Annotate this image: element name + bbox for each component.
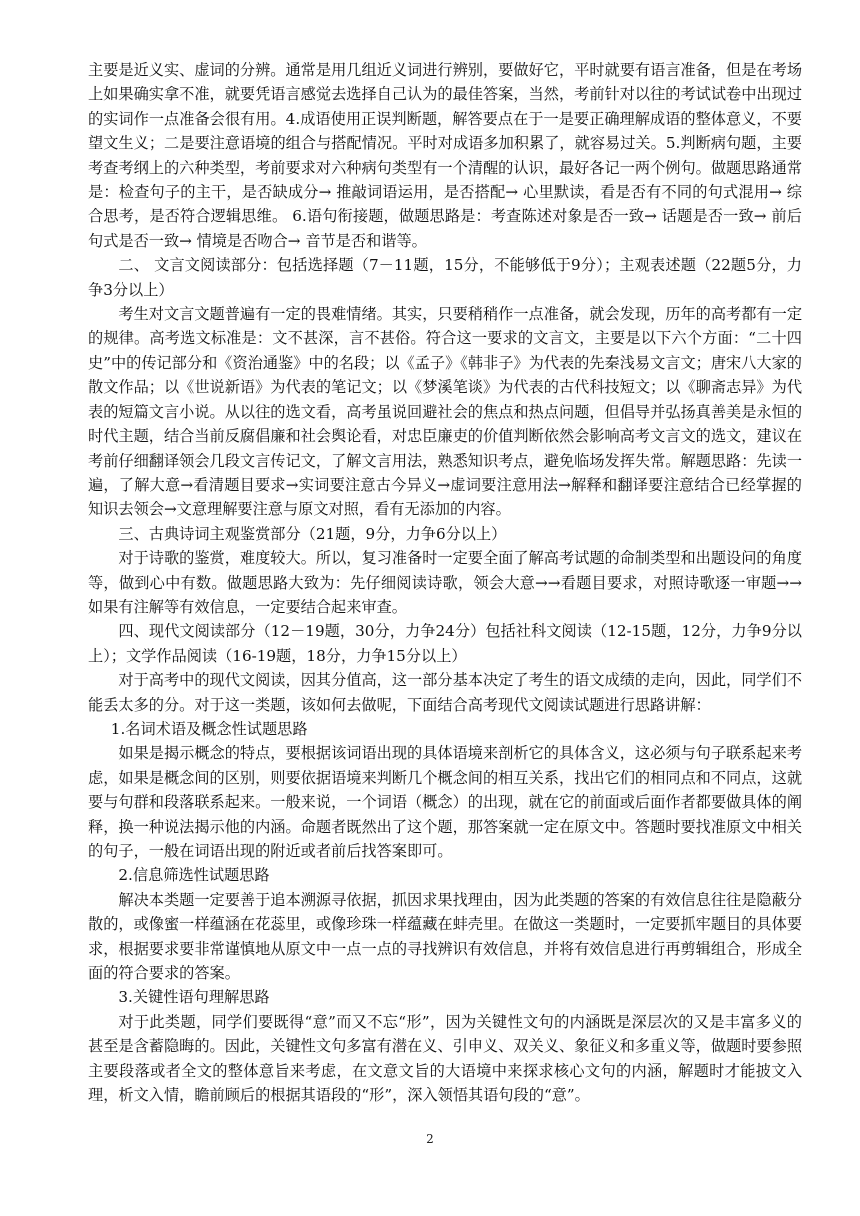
paragraph-key-sentences: 对于此类题，同学们要既得“意”而又不忘“形”，因为关键性文句的内涵既是深层次的又是丰富多义的甚至是含蓄隐晦的。因此，关键性文句多富有潜在义、引申义、双关义、象征义和多重义等，做题时要参照主要段落或者全文的整体意旨来考虑，在文意文旨的大语境中来探求核心文句的内涵，解题时才能披文入理，析文入情，瞻前顾后的根据其语段的“形”，深入领悟其语句段的“意”。	[88, 1012, 802, 1105]
section-heading-modern-reading: 四、现代文阅读部分（12－19题，30分，力争24分）包括社科文阅读（12-15题，12分，力争9分以上）；文学作品阅读（16-19题，18分，力争15分以上）	[88, 622, 802, 665]
paragraph-poetry: 对于诗歌的鉴赏，难度较大。所以，复习准备时一定要全面了解高考试题的命制类型和出题设问的角度等，做到心中有数。做题思路大致为：先仔细阅读诗歌，领会大意→→看题目要求，对照诗歌逐一审题→→如果有注解等有效信息，一定要结合起来审查。	[88, 549, 802, 616]
paragraph-classical-chinese: 考生对文言文题普遍有一定的畏难情绪。其实，只要稍稍作一点准备，就会发现，历年的高考都有一定的规律。高考选文标准是：文不甚深，言不甚俗。符合这一要求的文言文，主要是以下六个方面：“二十四史”中的传记部分和《资治通鉴》中的名段；以《孟子》《韩非子》为代表的先秦浅易文言文；唐宋八大家的散文作品；以《世说新语》为代表的笔记文；以《梦溪笔谈》为代表的古代科技短文；以《聊斋志异》为代表的短篇文言小说。从以往的选文看，高考虽说回避社会的焦点和热点问题，但倡导并弘扬真善美是永恒的时代主题，结合当前反腐倡廉和社会舆论看，对忠臣廉吏的价值判断依然会影响高考文言文的选文，建议在考前仔细翻译领会几段文言传记文，了解文言用法，熟悉知识考点，避免临场发挥失常。解题思路：先读一遍，了解大意→看清题目要求→实词要注意古今异义→虚词要注意用法→解释和翻译要注意结合已经掌握的知识去领会→文意理解要注意与原文对照，看有无添加的内容。	[88, 305, 802, 519]
paragraph-information-screening: 解决本类题一定要善于追本溯源寻依据，抓因求果找理由，因为此类题的答案的有效信息往往是隐蔽分散的，或像蜜一样蕴涵在花蕊里，或像珍珠一样蕴藏在蚌壳里。在做这一类题时，一定要抓牢题目的具体要求，根据要求要非常谨慎地从原文中一点一点的寻找辨识有效信息，并将有效信息进行再剪辑组合，形成全面的符合要求的答案。	[88, 890, 802, 983]
paragraph-modern-reading: 对于高考中的现代文阅读，因其分值高，这一部分基本决定了考生的语文成绩的走向，因此，同学们不能丢太多的分。对于这一类题，该如何去做呢，下面结合高考现代文阅读试题进行思路讲解：	[88, 671, 802, 714]
section-heading-classical-chinese: 二、 文言文阅读部分：包括选择题（7－11题，15分，不能够低于9分）；主观表述题（22题5分，力争3分以上）	[88, 256, 802, 299]
document-body	[88, 58, 802, 1107]
paragraph-continuation: 主要是近义实、虚词的分辨。通常是用几组近义词进行辨别，要做好它，平时就要有语言准备，但是在考场上如果确实拿不准，就要凭语言感觉去选择自己认为的最佳答案，当然，考前针对以往的考试试卷中出现过的实词作一点准备会很有用。4.成语使用正误判断题，解答要点在于一是要正确理解成语的整体意义，不要望文生义；二是要注意语境的组合与搭配情况。平时对成语多加积累了，就容易过关。5.判断病句题，主要考查考纲上的六种类型，考前要求对六种病句类型有一个清醒的认识，最好各记一两个例句。做题思路通常是：检查句子的主干，是否缺成分→ 推敲词语运用，是否搭配→ 心里默读，看是否有不同的句式混用→ 综合思考，是否符合逻辑思维。 6.语句衔接题，做题思路是：考查陈述对象是否一致→ 话题是否一致→ 前后句式是否一致→ 情境是否吻合→ 音节是否和谐等。	[88, 61, 802, 250]
page-number: 2	[426, 1132, 434, 1146]
paragraph-terminology: 如果是揭示概念的特点，要根据该词语出现的具体语境来剖析它的具体含义，这必须与句子联系起来考虑，如果是概念间的区别，则要依据语境来判断几个概念间的相互关系，找出它们的相同点和不同点，这就要与句群和段落联系起来。一般来说，一个词语（概念）的出现，就在它的前面或后面作者都要做具体的阐释，换一种说法揭示他的内涵。命题者既然出了这个题，那答案就一定在原文中。答题时要找准原文中相关的句子，一般在词语出现的附近或者前后找答案即可。	[88, 744, 802, 860]
subheading-key-sentences: 3.关键性语句理解思路	[118, 988, 270, 1007]
subheading-terminology: 1.名词术语及概念性试题思路	[110, 719, 308, 738]
section-heading-poetry: 三、古典诗词主观鉴赏部分（21题，9分，力争6分以上）	[118, 524, 507, 543]
subheading-information-screening: 2.信息筛选性试题思路	[118, 866, 270, 885]
